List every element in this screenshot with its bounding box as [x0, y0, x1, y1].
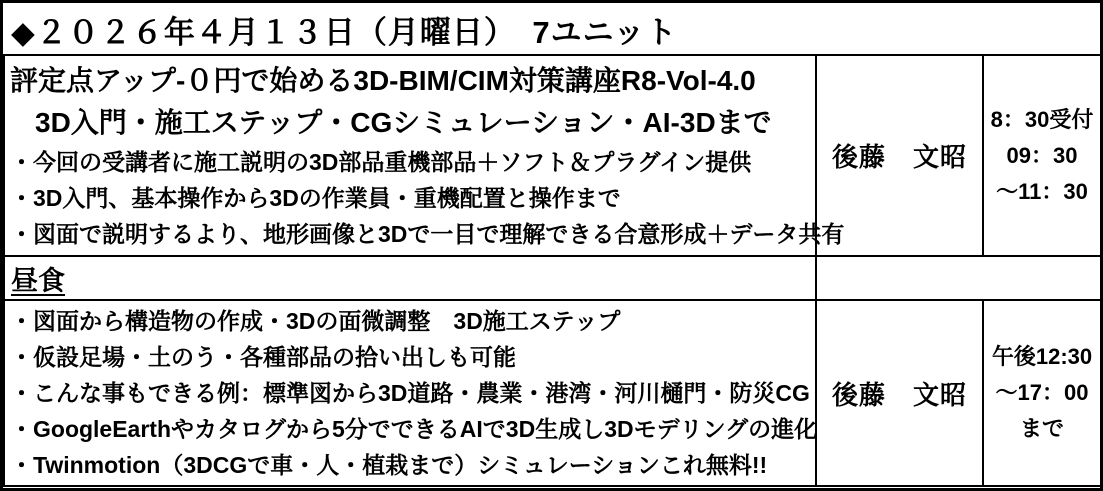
afternoon-instructor-name: 後藤 文昭: [831, 379, 967, 410]
afternoon-bullet-1: ・図面から構造物の作成・3Dの面微調整 3D施工ステップ: [10, 308, 621, 334]
afternoon-time-line1: 午後12:30: [991, 344, 1093, 369]
morning-bullet-3: ・図面で説明するより、地形画像と3Dで一目で理解できる合意形成＋データ共有: [10, 220, 845, 247]
afternoon-time-line2: ～17：00: [995, 380, 1089, 405]
course-title-line1: 評定点アップ-０円で始める3D-BIM/CIM対策講座R8-Vol-4.0: [10, 64, 756, 96]
schedule-table: [3, 54, 1102, 487]
afternoon-bullet-5: ・Twinmotion（3DCGで車・人・植栽まで）シミュレーションこれ無料!!: [10, 452, 768, 478]
morning-session-row: [4, 55, 1101, 256]
morning-time-line3: ～11：30: [996, 178, 1088, 204]
morning-bullet-2: ・3D入門、基本操作から3Dの作業員・重機配置と操作まで: [10, 184, 621, 211]
lunch-row: [4, 256, 1101, 300]
morning-bullet-1: ・今回の受講者に施工説明の3D部品重機部品＋ソフト＆プラグイン提供: [10, 148, 752, 175]
afternoon-time-cell: [983, 300, 1101, 486]
lunch-empty-cell: [816, 256, 1101, 300]
morning-time-cell: [983, 55, 1101, 256]
afternoon-instructor-cell: [816, 300, 983, 486]
afternoon-bullet-3: ・こんな事もできる例：標準図から3D道路・農業・港湾・河川樋門・防災CG: [10, 380, 810, 406]
date-title: ◆２０２６年４月１３日（月曜日） 7ユニット: [11, 15, 678, 50]
morning-instructor-name: 後藤 文昭: [831, 142, 967, 172]
afternoon-bullet-2: ・仮設足場・土のう・各種部品の拾い出しも可能: [10, 344, 516, 370]
afternoon-time-line3: まで: [1019, 416, 1064, 441]
afternoon-bullet-4: ・GoogleEarthやカタログから5分でできるAIで3D生成し3Dモデリングの進化: [10, 416, 818, 442]
lunch-label-cell: [4, 256, 816, 300]
lunch-label: 昼食: [11, 265, 65, 296]
morning-content-cell: [4, 55, 845, 256]
afternoon-content-cell: [4, 300, 816, 486]
course-title-line2: 3D入門・施工ステップ・CGシミュレーション・AI-3Dまで: [35, 106, 772, 138]
morning-time-line1: 8：30受付: [990, 106, 1094, 132]
date-header: [3, 3, 1100, 54]
morning-time-line2: 09：30: [1006, 142, 1078, 168]
afternoon-session-row: [4, 300, 1101, 486]
